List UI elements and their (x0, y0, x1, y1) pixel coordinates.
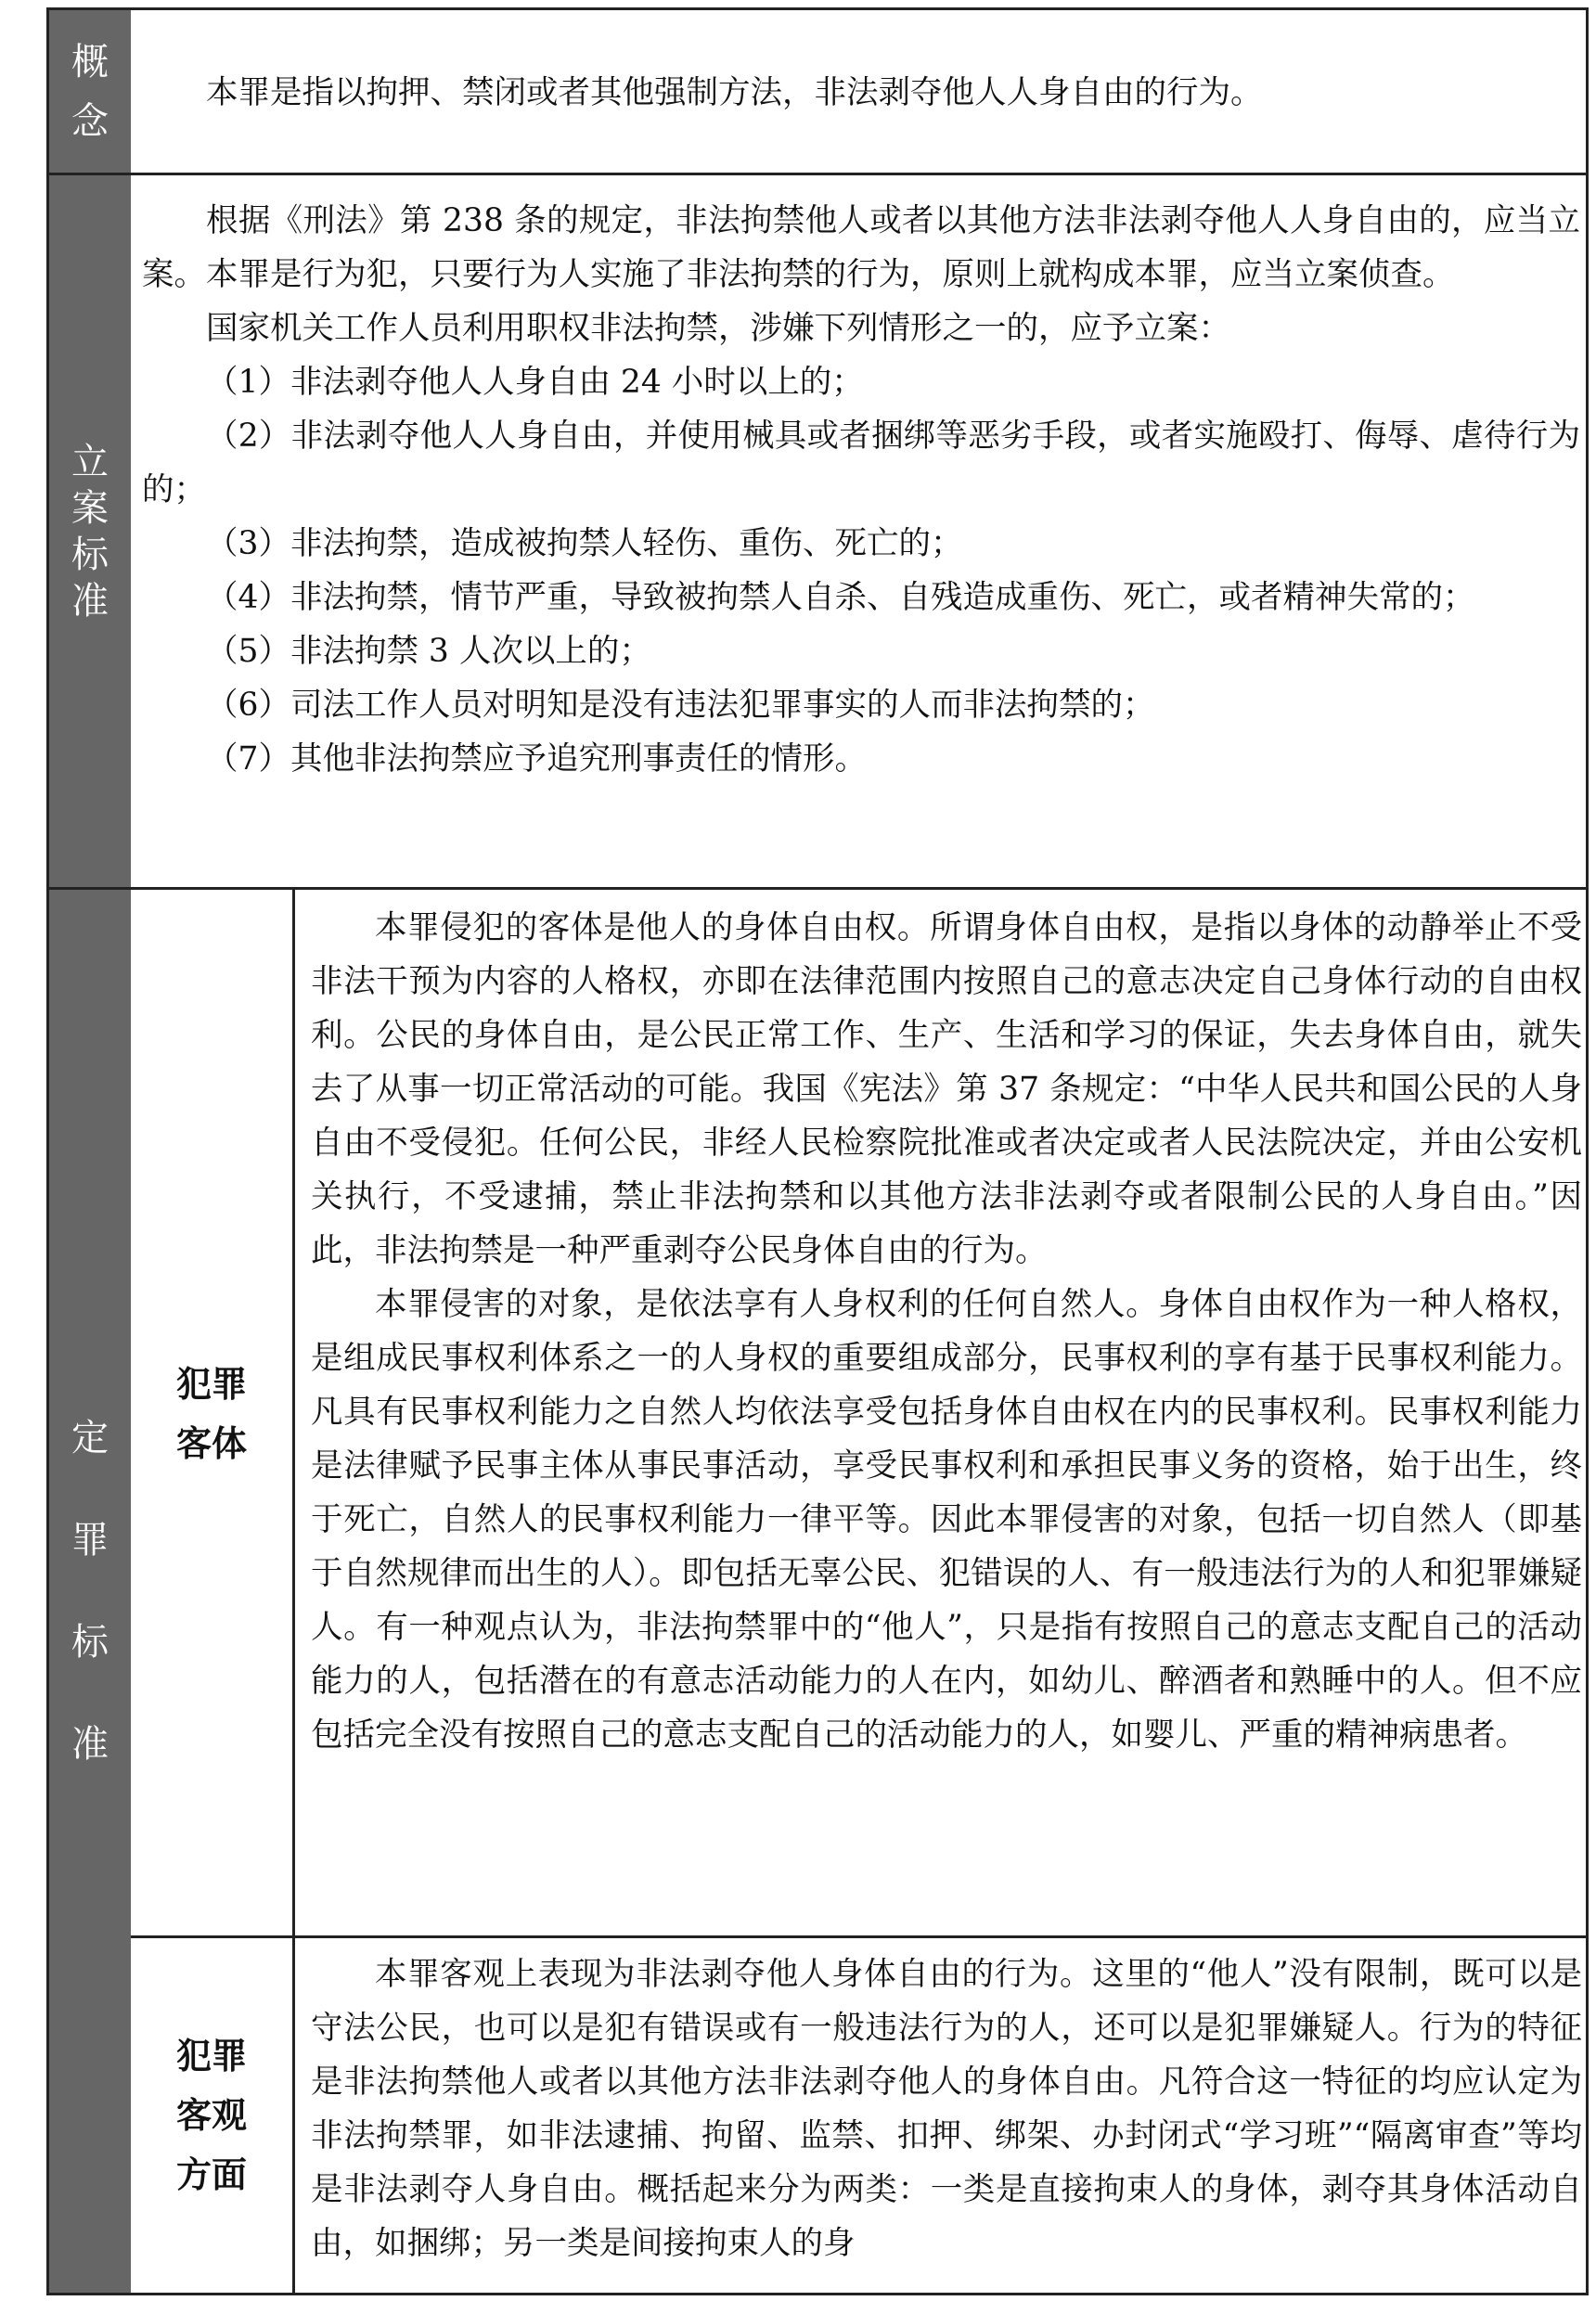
header-filing-char-2: 案 (71, 486, 109, 530)
filing-content (142, 194, 1580, 786)
header-conviction-char-1: 定 (71, 1417, 109, 1459)
crime-object-paragraph-2: 本罪侵害的对象，是依法享有人身权利的任何自然人。身体自由权作为一种人格权，是组成民事权利体系之一的人身权的重要组成部分，民事权利的享有基于民事权利能力。凡具有民事权利能力之自然人均依法享受包括身体自由权在内的民事权利。民事权利能力是法律赋予民事主体从事民事活动，享受民事权利和承担民事义务的资格，始于出生，终于死亡，自然人的民事权利能力一律平等。因此本罪侵害的对象，包括一切自然人（即基于自然规律而出生的人）。即包括无辜公民、犯错误的人、有一般违法行为的人和犯罪嫌疑人。有一种观点认为，非法拘禁罪中的“他人”，只是指有按照自己的意志支配自己的活动能力的人，包括潜在的有意志活动能力的人在内，如幼儿、醉酒者和熟睡中的人。但不应包括完全没有按照自己的意志支配自己的活动能力的人，如婴儿、严重的精神病患者。 (311, 1286, 1582, 1754)
header-conviction-standard (49, 890, 131, 2293)
filing-paragraph-2: 国家机关工作人员利用职权非法拘禁，涉嫌下列情形之一的，应予立案： (206, 310, 1230, 347)
header-concept-char-1: 概 (71, 40, 109, 84)
header-concept (49, 10, 131, 175)
subheader-objective-line-2: 客观 (175, 2095, 247, 2136)
filing-item-3: （3）非法拘禁，造成被拘禁人轻伤、重伤、死亡的； (206, 525, 963, 562)
subheader-objective-aspect (131, 1938, 292, 2293)
filing-item-1: （1）非法剥夺他人人身自由 24 小时以上的； (206, 364, 864, 401)
row-divider-3 (131, 1935, 1586, 1938)
subheader-crime-object (131, 890, 292, 1938)
header-conviction-char-3: 标 (71, 1621, 109, 1664)
crime-standard-table (46, 7, 1589, 2295)
header-concept-char-2: 念 (71, 99, 109, 143)
header-filing-standard (49, 175, 131, 890)
filing-item-2: （2）非法剥夺他人人身自由，并使用械具或者捆绑等恶劣手段，或者实施殴打、侮辱、虐待行为的； (142, 418, 1580, 508)
row-divider-2 (131, 887, 1586, 890)
subheader-object-line-1: 犯罪 (175, 1364, 247, 1405)
header-conviction-char-4: 准 (71, 1723, 109, 1766)
subheader-object-line-2: 客体 (175, 1423, 247, 1464)
header-filing-char-3: 标 (71, 533, 109, 576)
filing-paragraph-1: 根据《刑法》第 238 条的规定，非法拘禁他人或者以其他方法非法剥夺他人人身自由的，应当立案。本罪是行为犯，只要行为人实施了非法拘禁的行为，原则上就构成本罪，应当立案侦查。 (142, 202, 1580, 293)
filing-item-6: （6）司法工作人员对明知是没有违法犯罪事实的人而非法拘禁的； (206, 687, 1155, 724)
objective-aspect-paragraph-1: 本罪客观上表现为非法剥夺他人身体自由的行为。这里的“他人”没有限制，既可以是守法公民，也可以是犯有错误或有一般违法行为的人，还可以是犯罪嫌疑人。行为的特征是非法拘禁他人或者以其他方法非法剥夺他人的身体自由。凡符合这一特征的均应认定为非法拘禁罪，如非法逮捕、拘留、监禁、扣押、绑架、办封闭式“学习班”“隔离审查”等均是非法剥夺人身自由。概括起来分为两类：一类是直接拘束人的身体，剥夺其身体活动自由，如捆绑；另一类是间接拘束人的身 (311, 1956, 1582, 2262)
header-conviction-char-2: 罪 (71, 1519, 109, 1562)
crime-object-paragraph-1: 本罪侵犯的客体是他人的身体自由权。所谓身体自由权，是指以身体的动静举止不受非法干预为内容的人格权，亦即在法律范围内按照自己的意志决定自己身体行动的自由权利。公民的身体自由，是公民正常工作、生产、生活和学习的保证，失去身体自由，就失去了从事一切正常活动的可能。我国《宪法》第 37 条规定：“中华人民共和国公民的人身自由不受侵犯。任何公民，非经人民检察院批准或者决定或者人民法院决定，并由公安机关执行，不受逮捕，禁止非法拘禁和以其他方法非法剥夺或者限制公民的人身自由。”因此，非法拘禁是一种严重剥夺公民身体自由的行为。 (311, 909, 1582, 1269)
header-filing-char-4: 准 (71, 579, 109, 623)
concept-content (142, 10, 1580, 175)
filing-item-5: （5）非法拘禁 3 人次以上的； (206, 633, 651, 670)
row-divider-1 (131, 173, 1586, 175)
subheader-objective-line-3: 方面 (175, 2154, 247, 2195)
subheader-objective-line-1: 犯罪 (175, 2036, 247, 2076)
subheader-column-divider (292, 890, 295, 2293)
header-filing-char-1: 立 (71, 440, 109, 483)
crime-object-content (311, 901, 1582, 1762)
filing-item-4: （4）非法拘禁，情节严重，导致被拘禁人自杀、自残造成重伤、死亡，或者精神失常的； (206, 579, 1475, 616)
concept-text: 本罪是指以拘押、禁闭或者其他强制方法，非法剥夺他人人身自由的行为。 (206, 74, 1263, 111)
filing-item-7: （7）其他非法拘禁应予追究刑事责任的情形。 (206, 740, 867, 778)
objective-aspect-content (311, 1947, 1582, 2291)
